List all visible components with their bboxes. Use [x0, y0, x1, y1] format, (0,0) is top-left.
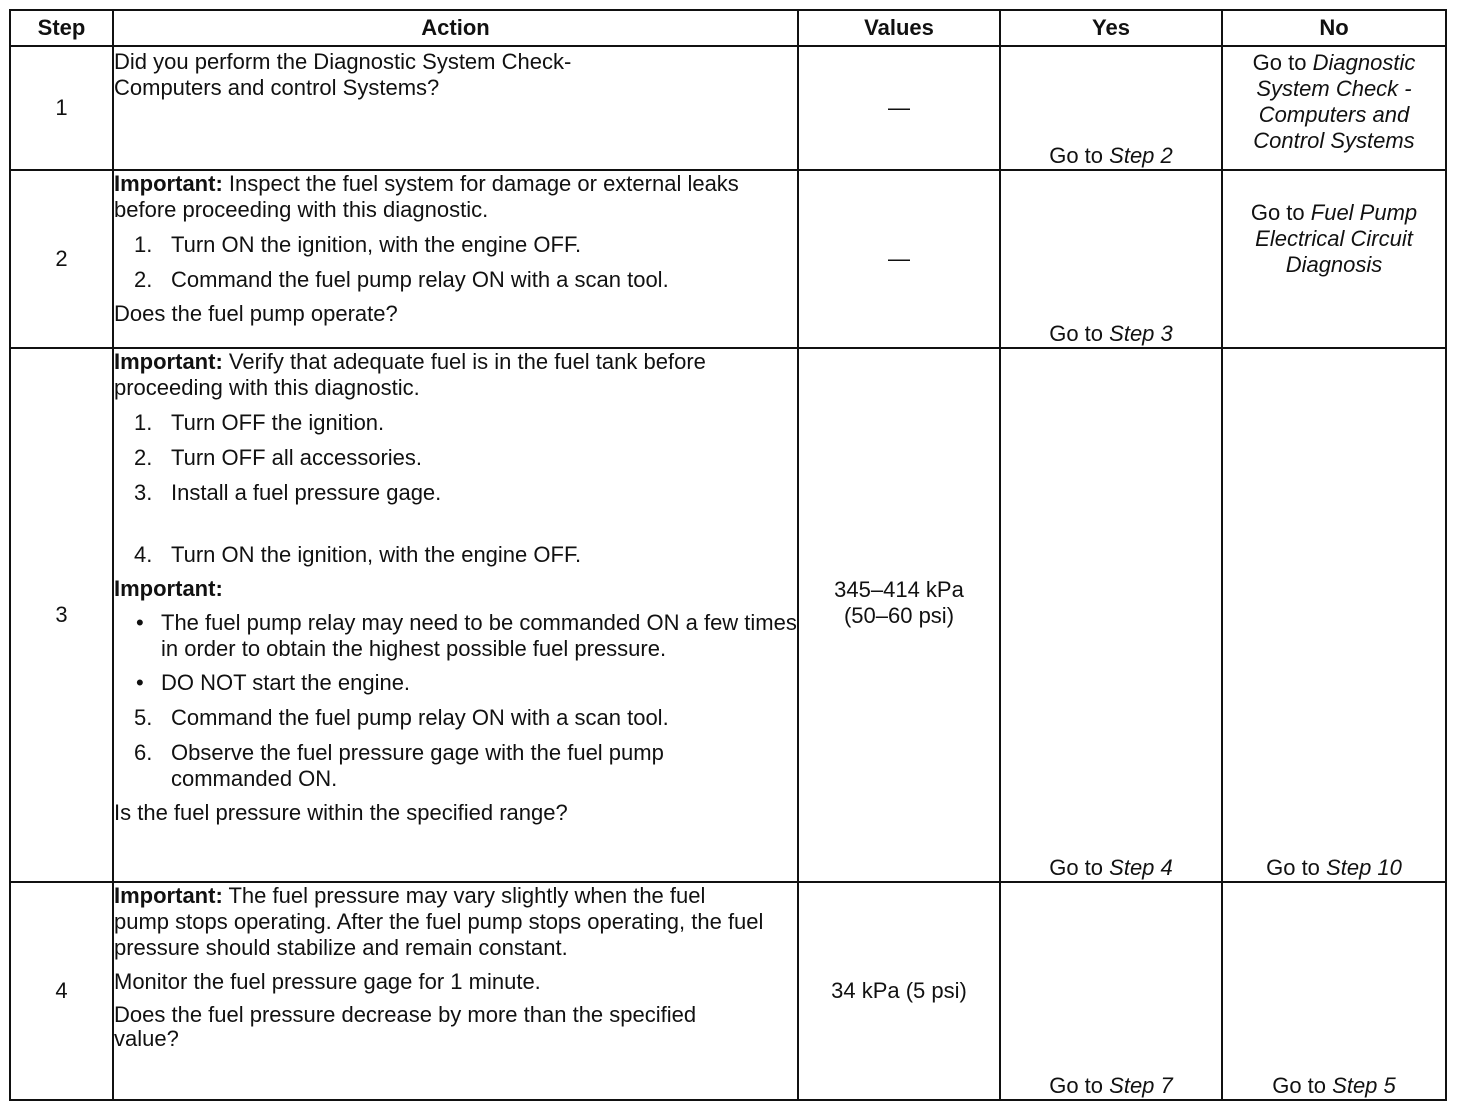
bullet-icon: • [136, 670, 144, 695]
yes-link[interactable]: Step 3 [1109, 321, 1173, 346]
list-item [114, 232, 797, 258]
header-yes: Yes [1000, 10, 1222, 46]
important-note [114, 349, 734, 401]
yes-cell [1000, 46, 1222, 170]
no-cell [1222, 348, 1446, 882]
list-number: 4. [134, 542, 153, 567]
step-number: 2 [10, 170, 113, 348]
list-number: 6. [134, 740, 153, 765]
yes-cell [1000, 170, 1222, 348]
value-cell: — [798, 170, 1000, 348]
yes-link[interactable]: Step 4 [1109, 855, 1173, 880]
bullet-list [114, 610, 797, 696]
yes-link[interactable]: Step 7 [1109, 1073, 1173, 1098]
list-item [114, 610, 797, 662]
list-number: 1. [134, 410, 153, 435]
value-secondary: (50–60 psi) [843, 603, 955, 628]
important-note [114, 576, 797, 602]
yes-prefix: Go to [1049, 855, 1104, 880]
important-label: Important: [114, 883, 223, 908]
substep-list [114, 410, 797, 568]
list-item [114, 445, 797, 471]
list-item [114, 542, 797, 568]
list-text: The fuel pump relay may need to be commanded ON a few times in order to obtain the highest possible fuel pressure. [161, 610, 797, 661]
value-cell: 34 kPa (5 psi) [798, 882, 1000, 1100]
list-text: Turn OFF all accessories. [171, 445, 423, 470]
action-cell [113, 882, 798, 1100]
header-action: Action [113, 10, 798, 46]
list-item [114, 267, 797, 293]
important-label: Important: [114, 576, 223, 601]
table-row-step-3 [10, 348, 1446, 882]
list-number: 3. [134, 480, 153, 505]
list-number: 1. [134, 232, 153, 257]
question-text: Does the fuel pressure decrease by more than the specified value? [114, 1002, 697, 1051]
action-cell [113, 46, 798, 170]
list-number: 2. [134, 445, 153, 470]
no-link[interactable]: Step 10 [1326, 855, 1402, 880]
header-row [10, 10, 1446, 46]
table-row-step-1 [10, 46, 1446, 170]
question-text: Does the fuel pump operate? [114, 301, 398, 326]
important-note [114, 171, 797, 223]
important-note [114, 883, 764, 961]
list-number: 2. [134, 267, 153, 292]
header-values: Values [798, 10, 1000, 46]
important-label: Important: [114, 349, 223, 374]
yes-link[interactable]: Step 2 [1109, 143, 1173, 168]
list-item [114, 480, 797, 506]
diagnostic-table [9, 9, 1447, 1101]
list-item [114, 410, 797, 436]
important-text: Inspect the fuel system for damage or external leaks before proceeding with this diagnostic. [114, 171, 739, 222]
list-number: 5. [134, 705, 153, 730]
list-text: Turn ON the ignition, with the engine OFF. [171, 542, 582, 567]
no-cell [1222, 170, 1446, 348]
no-link[interactable]: Step 5 [1332, 1073, 1396, 1098]
action-cell [113, 348, 798, 882]
no-prefix: Go to [1250, 200, 1305, 225]
substep-list [114, 705, 797, 792]
substep-list [114, 232, 797, 293]
list-text: DO NOT start the engine. [161, 670, 411, 695]
step-number: 1 [10, 46, 113, 170]
yes-cell [1000, 348, 1222, 882]
yes-prefix: Go to [1049, 321, 1104, 346]
important-text: Verify that adequate fuel is in the fuel tank before proceeding with this diagnostic. [114, 349, 706, 400]
step-number: 3 [10, 348, 113, 882]
step-number: 4 [10, 882, 113, 1100]
header-step: Step [10, 10, 113, 46]
question-text: Did you perform the Diagnostic System Check-Computers and control Systems? [114, 49, 572, 100]
bullet-icon: • [136, 610, 144, 635]
header-no: No [1222, 10, 1446, 46]
list-text: Turn OFF the ignition. [171, 410, 385, 435]
no-link[interactable]: Diagnostic System Check - Computers and Control Systems [1253, 50, 1416, 153]
value-cell [798, 348, 1000, 882]
list-text: Observe the fuel pressure gage with the fuel pump commanded ON. [171, 740, 664, 791]
list-text: Turn ON the ignition, with the engine OFF. [171, 232, 582, 257]
question-text: Is the fuel pressure within the specified range? [114, 800, 568, 825]
yes-prefix: Go to [1049, 1073, 1104, 1098]
table-row-step-4 [10, 882, 1446, 1100]
important-text: The fuel pressure may vary slightly when the fuel pump stops operating. After the fuel pump stops operating, the fuel pressure should stabilize and remain constant. [114, 883, 764, 960]
instruction-text: Monitor the fuel pressure gage for 1 minute. [114, 969, 541, 994]
table-row-step-2 [10, 170, 1446, 348]
no-prefix: Go to [1272, 1073, 1327, 1098]
no-prefix: Go to [1266, 855, 1320, 880]
no-prefix: Go to [1252, 50, 1307, 75]
yes-prefix: Go to [1049, 143, 1104, 168]
action-cell [113, 170, 798, 348]
no-link[interactable]: Fuel Pump Electrical Circuit Diagnosis [1255, 200, 1418, 277]
important-label: Important: [114, 171, 223, 196]
value-primary: 345–414 kPa [834, 577, 964, 602]
list-text: Command the fuel pump relay ON with a scan tool. [171, 267, 669, 292]
list-text: Install a fuel pressure gage. [171, 480, 442, 505]
list-text: Command the fuel pump relay ON with a scan tool. [171, 705, 669, 730]
no-cell [1222, 882, 1446, 1100]
list-item [114, 705, 797, 731]
list-item [114, 740, 797, 792]
no-cell [1222, 46, 1446, 170]
value-cell: — [798, 46, 1000, 170]
yes-cell [1000, 882, 1222, 1100]
list-item [114, 670, 797, 696]
